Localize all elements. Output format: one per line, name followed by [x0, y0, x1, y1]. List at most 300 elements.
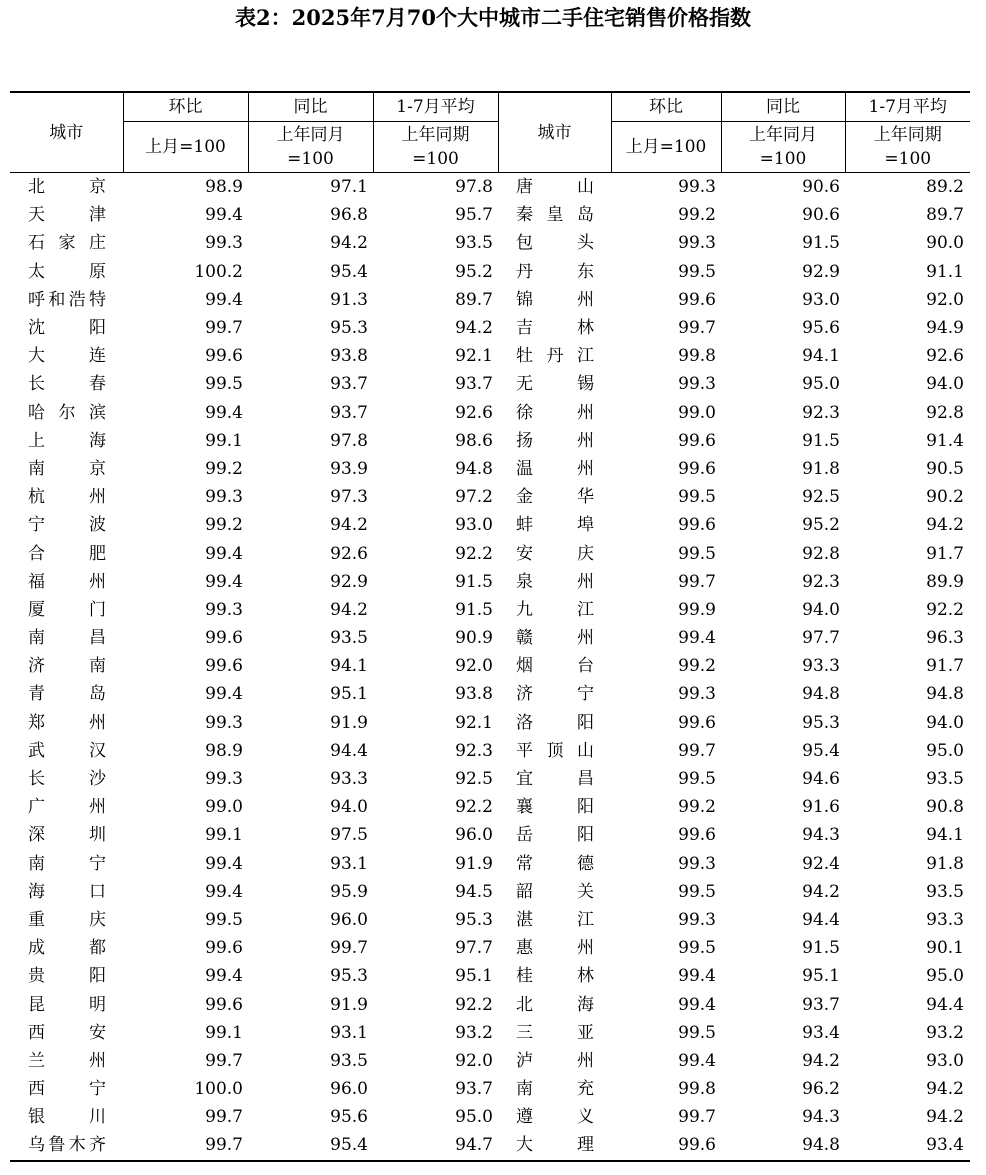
avg-value: 90.2	[926, 487, 964, 508]
mom-value: 99.5	[678, 1022, 716, 1043]
mom-value: 99.5	[678, 938, 716, 959]
city-name: 南 宁	[28, 853, 106, 874]
avg-value: 93.0	[926, 1050, 964, 1071]
yoy-value: 92.3	[802, 571, 840, 592]
avg-value: 94.4	[926, 994, 964, 1015]
yoy-value: 91.9	[330, 712, 368, 733]
avg-header: 1-7月平均	[845, 92, 970, 122]
city-cell	[498, 229, 611, 257]
city-cell	[10, 1047, 123, 1075]
avg-value: 94.5	[455, 881, 493, 902]
city-cell	[10, 1075, 123, 1103]
mom-value: 99.7	[123, 1131, 248, 1160]
yoy-value: 95.6	[802, 318, 840, 339]
table-row	[10, 427, 970, 455]
city-cell	[498, 399, 611, 427]
city-name: 无 锡	[516, 374, 594, 395]
avg-value: 96.0	[455, 825, 493, 846]
table-row	[10, 511, 970, 539]
mom-value: 99.6	[678, 430, 716, 451]
city-cell	[10, 258, 123, 286]
avg-value: 92.8	[926, 402, 964, 423]
yoy-value: 93.1	[330, 853, 368, 874]
mom-value: 99.2	[678, 656, 716, 677]
avg-value: 98.6	[455, 430, 493, 451]
city-cell	[498, 652, 611, 680]
yoy-value: 92.6	[330, 543, 368, 564]
city-cell	[10, 709, 123, 737]
yoy-value: 99.7	[330, 938, 368, 959]
mom-value: 99.4	[678, 1050, 716, 1071]
city-name: 湛 江	[516, 909, 594, 930]
city-name: 贵 阳	[28, 966, 106, 987]
avg-value: 95.0	[926, 740, 964, 761]
city-cell	[498, 737, 611, 765]
yoy-value: 93.1	[330, 1022, 368, 1043]
avg-value: 94.1	[926, 825, 964, 846]
city-cell	[10, 370, 123, 398]
city-name: 南 昌	[28, 628, 106, 649]
city-cell	[498, 511, 611, 539]
mom-value: 99.7	[205, 1050, 243, 1071]
city-name: 北 海	[516, 994, 594, 1015]
table-row	[10, 455, 970, 483]
city-name: 广 州	[28, 797, 106, 818]
city-name: 扬 州	[516, 430, 594, 451]
yoy-value: 93.0	[802, 289, 840, 310]
avg-value: 93.2	[455, 1022, 493, 1043]
avg-value: 95.3	[455, 909, 493, 930]
city-name: 西 安	[28, 1022, 106, 1043]
mom-value: 99.5	[205, 374, 243, 395]
avg-value: 97.8	[455, 177, 493, 198]
avg-value: 92.0	[926, 289, 964, 310]
city-name: 宁 波	[28, 515, 106, 536]
mom-value: 99.6	[205, 346, 243, 367]
city-name: 洛 阳	[516, 712, 594, 733]
city-cell	[10, 455, 123, 483]
city-cell	[498, 1047, 611, 1075]
avg-value: 92.5	[455, 769, 493, 790]
mom-value: 99.7	[678, 318, 716, 339]
mom-base-header: 上月=100	[123, 122, 248, 173]
mom-value: 99.6	[678, 515, 716, 536]
city-cell	[10, 201, 123, 229]
yoy-value: 95.1	[330, 684, 368, 705]
city-name: 牡 丹 江	[516, 346, 594, 367]
city-name: 海 口	[28, 881, 106, 902]
yoy-value: 92.5	[802, 487, 840, 508]
city-cell	[498, 962, 611, 990]
mom-value: 99.7	[678, 1107, 716, 1128]
table-row	[10, 1047, 970, 1075]
mom-value: 99.4	[205, 543, 243, 564]
city-name: 大 理	[516, 1135, 594, 1156]
avg-value: 92.6	[926, 346, 964, 367]
mom-value: 99.5	[678, 487, 716, 508]
yoy-value: 93.7	[330, 374, 368, 395]
yoy-value: 94.3	[802, 1107, 840, 1128]
yoy-value: 92.9	[802, 261, 840, 282]
city-name: 遵 义	[516, 1107, 594, 1128]
mom-value: 99.5	[678, 543, 716, 564]
mom-value: 98.9	[205, 740, 243, 761]
avg-value: 97.2	[455, 487, 493, 508]
table-row	[10, 652, 970, 680]
avg-base-header: 上年同期 =100	[845, 122, 970, 173]
avg-value: 91.5	[455, 571, 493, 592]
city-name: 上 海	[28, 430, 106, 451]
table-row	[10, 483, 970, 511]
mom-value: 99.3	[205, 599, 243, 620]
yoy-value: 97.7	[802, 628, 840, 649]
mom-value: 99.0	[205, 797, 243, 818]
city-name: 桂 林	[516, 966, 594, 987]
mom-value: 99.8	[678, 1079, 716, 1100]
table-row	[10, 258, 970, 286]
city-name: 泉 州	[516, 571, 594, 592]
avg-value: 91.5	[455, 599, 493, 620]
yoy-value: 94.4	[802, 909, 840, 930]
city-name: 西 宁	[28, 1079, 106, 1100]
yoy-value: 90.6	[802, 205, 840, 226]
yoy-value: 95.3	[330, 318, 368, 339]
avg-header: 1-7月平均	[373, 92, 498, 122]
mom-header: 环比	[123, 92, 248, 122]
table-row	[10, 370, 970, 398]
table-row	[10, 539, 970, 567]
city-name: 厦 门	[28, 599, 106, 620]
mom-value: 99.4	[678, 994, 716, 1015]
city-cell	[498, 906, 611, 934]
city-name: 北 京	[28, 177, 106, 198]
city-cell	[10, 1019, 123, 1047]
avg-value: 97.7	[455, 938, 493, 959]
city-name: 深 圳	[28, 825, 106, 846]
city-name: 平 顶 山	[516, 740, 594, 761]
yoy-value: 95.9	[330, 881, 368, 902]
mom-value: 99.6	[205, 628, 243, 649]
city-name: 金 华	[516, 487, 594, 508]
table-row	[10, 201, 970, 229]
mom-value: 99.0	[678, 402, 716, 423]
yoy-value: 97.1	[330, 177, 368, 198]
mom-value: 99.3	[205, 487, 243, 508]
city-cell	[10, 539, 123, 567]
city-name: 韶 关	[516, 881, 594, 902]
city-cell	[10, 399, 123, 427]
yoy-value: 94.3	[802, 825, 840, 846]
avg-value: 95.7	[455, 205, 493, 226]
city-header: 城市	[498, 92, 611, 173]
city-cell	[498, 709, 611, 737]
table-row	[10, 596, 970, 624]
avg-value: 92.2	[455, 797, 493, 818]
avg-value: 92.1	[455, 346, 493, 367]
city-name: 长 沙	[28, 769, 106, 790]
avg-value: 92.0	[455, 656, 493, 677]
avg-value: 93.5	[455, 233, 493, 254]
yoy-base-header: 上年同月 =100	[248, 122, 373, 173]
yoy-value: 92.4	[802, 853, 840, 874]
mom-header: 环比	[611, 92, 721, 122]
city-name: 呼 和 浩 特	[28, 289, 106, 310]
city-cell	[498, 173, 611, 202]
city-name: 丹 东	[516, 261, 594, 282]
city-name: 三 亚	[516, 1022, 594, 1043]
city-cell	[498, 878, 611, 906]
city-cell	[10, 314, 123, 342]
mom-value: 99.6	[678, 289, 716, 310]
city-name: 青 岛	[28, 684, 106, 705]
avg-value: 89.7	[455, 289, 493, 310]
city-name: 郑 州	[28, 712, 106, 733]
city-name: 哈 尔 滨	[28, 402, 106, 423]
mom-value: 99.6	[611, 1131, 721, 1160]
yoy-value: 94.2	[330, 233, 368, 254]
city-name: 大 连	[28, 346, 106, 367]
table-row	[10, 1131, 970, 1160]
mom-value: 99.4	[205, 853, 243, 874]
yoy-value: 90.6	[802, 177, 840, 198]
yoy-value: 94.8	[802, 684, 840, 705]
city-name: 南 京	[28, 458, 106, 479]
avg-value: 95.0	[926, 966, 964, 987]
avg-value: 90.5	[926, 458, 964, 479]
city-cell	[10, 962, 123, 990]
mom-value: 99.7	[205, 1107, 243, 1128]
city-cell	[10, 652, 123, 680]
avg-value: 94.2	[926, 1079, 964, 1100]
city-cell	[10, 596, 123, 624]
mom-value: 99.4	[205, 402, 243, 423]
city-name: 合 肥	[28, 543, 106, 564]
yoy-value: 91.8	[802, 458, 840, 479]
mom-value: 99.6	[205, 938, 243, 959]
city-cell	[498, 568, 611, 596]
city-name: 安 庆	[516, 543, 594, 564]
avg-value: 93.0	[455, 515, 493, 536]
city-cell	[10, 173, 123, 202]
mom-value: 98.9	[205, 177, 243, 198]
mom-value: 99.3	[678, 684, 716, 705]
mom-value: 99.3	[205, 769, 243, 790]
city-name: 兰 州	[28, 1050, 106, 1071]
city-cell	[498, 314, 611, 342]
mom-value: 99.4	[205, 881, 243, 902]
city-cell	[498, 370, 611, 398]
city-cell	[10, 990, 123, 1018]
mom-value: 99.4	[205, 289, 243, 310]
table-row	[10, 1103, 970, 1131]
table-row	[10, 962, 970, 990]
city-cell	[498, 596, 611, 624]
avg-value: 96.3	[926, 628, 964, 649]
avg-value: 92.0	[455, 1050, 493, 1071]
table-row	[10, 286, 970, 314]
mom-value: 99.9	[678, 599, 716, 620]
avg-value: 90.9	[455, 628, 493, 649]
city-name: 岳 阳	[516, 825, 594, 846]
avg-base-header: 上年同期 =100	[373, 122, 498, 173]
mom-value: 99.6	[678, 712, 716, 733]
yoy-value: 91.5	[802, 233, 840, 254]
avg-value: 94.9	[926, 318, 964, 339]
city-name: 乌 鲁 木 齐	[28, 1135, 106, 1156]
mom-value: 99.5	[678, 881, 716, 902]
yoy-value: 95.4	[802, 740, 840, 761]
avg-value: 93.2	[926, 1022, 964, 1043]
city-cell	[10, 1103, 123, 1131]
city-name: 成 都	[28, 938, 106, 959]
city-name: 泸 州	[516, 1050, 594, 1071]
avg-value: 91.4	[926, 430, 964, 451]
city-cell	[10, 821, 123, 849]
avg-value: 93.7	[455, 374, 493, 395]
table-row	[10, 934, 970, 962]
yoy-value: 93.5	[330, 1050, 368, 1071]
avg-value: 94.2	[926, 515, 964, 536]
table-row	[10, 314, 970, 342]
city-cell	[10, 624, 123, 652]
avg-value: 92.2	[455, 994, 493, 1015]
mom-value: 99.3	[678, 177, 716, 198]
yoy-value: 92.8	[802, 543, 840, 564]
yoy-value: 93.3	[330, 769, 368, 790]
mom-value: 99.6	[205, 656, 243, 677]
mom-value: 99.4	[678, 628, 716, 649]
yoy-value: 95.4	[248, 1131, 373, 1160]
mom-value: 99.2	[205, 515, 243, 536]
mom-value: 99.1	[205, 1022, 243, 1043]
avg-value: 94.2	[926, 1107, 964, 1128]
mom-value: 99.2	[678, 205, 716, 226]
yoy-value: 91.5	[802, 938, 840, 959]
city-cell	[10, 793, 123, 821]
yoy-value: 96.2	[802, 1079, 840, 1100]
mom-value: 99.4	[205, 966, 243, 987]
table-row	[10, 229, 970, 257]
mom-value: 99.1	[205, 825, 243, 846]
mom-value: 100.2	[194, 261, 243, 282]
yoy-value: 94.8	[721, 1131, 845, 1160]
table-row	[10, 765, 970, 793]
yoy-value: 96.8	[330, 205, 368, 226]
city-name: 太 原	[28, 261, 106, 282]
mom-value: 99.4	[205, 571, 243, 592]
table-row	[10, 342, 970, 370]
city-cell	[10, 427, 123, 455]
mom-value: 99.5	[678, 769, 716, 790]
city-cell	[498, 1075, 611, 1103]
city-cell	[10, 229, 123, 257]
table-body	[10, 173, 970, 1161]
table-row	[10, 1019, 970, 1047]
city-name: 烟 台	[516, 656, 594, 677]
table-title: 表2：2025年7月70个大中城市二手住宅销售价格指数	[235, 5, 751, 30]
table-row	[10, 878, 970, 906]
avg-value: 93.7	[455, 1079, 493, 1100]
yoy-value: 97.3	[330, 487, 368, 508]
city-name: 赣 州	[516, 628, 594, 649]
city-cell	[498, 680, 611, 708]
yoy-header: 同比	[721, 92, 845, 122]
city-cell	[10, 765, 123, 793]
avg-value: 91.8	[926, 853, 964, 874]
table-row	[10, 990, 970, 1018]
city-cell	[498, 624, 611, 652]
table-row	[10, 906, 970, 934]
yoy-value: 94.2	[802, 881, 840, 902]
yoy-base-header: 上年同月 =100	[721, 122, 845, 173]
avg-value: 89.7	[926, 205, 964, 226]
yoy-header: 同比	[248, 92, 373, 122]
city-name: 武 汉	[28, 740, 106, 761]
city-name: 温 州	[516, 458, 594, 479]
avg-value: 94.0	[926, 374, 964, 395]
table-row	[10, 399, 970, 427]
city-cell	[10, 1131, 123, 1160]
mom-value: 99.2	[205, 458, 243, 479]
city-cell	[498, 286, 611, 314]
yoy-value: 93.7	[330, 402, 368, 423]
city-cell	[10, 680, 123, 708]
city-cell	[498, 1103, 611, 1131]
city-cell	[498, 201, 611, 229]
mom-value: 99.5	[205, 909, 243, 930]
avg-value: 93.4	[845, 1131, 970, 1160]
yoy-value: 93.9	[330, 458, 368, 479]
mom-value: 99.3	[205, 233, 243, 254]
yoy-value: 92.9	[330, 571, 368, 592]
city-cell	[498, 821, 611, 849]
city-name: 南 充	[516, 1079, 594, 1100]
avg-value: 91.7	[926, 543, 964, 564]
yoy-value: 93.5	[330, 628, 368, 649]
yoy-value: 95.0	[802, 374, 840, 395]
mom-value: 99.7	[678, 571, 716, 592]
yoy-value: 95.6	[330, 1107, 368, 1128]
table-row	[10, 821, 970, 849]
avg-value: 95.0	[455, 1107, 493, 1128]
mom-base-header: 上月=100	[611, 122, 721, 173]
mom-value: 99.6	[678, 458, 716, 479]
table-row	[10, 793, 970, 821]
avg-value: 93.5	[926, 881, 964, 902]
avg-value: 89.2	[926, 177, 964, 198]
city-cell	[498, 483, 611, 511]
yoy-value: 91.5	[802, 430, 840, 451]
yoy-value: 93.4	[802, 1022, 840, 1043]
city-cell	[10, 511, 123, 539]
yoy-value: 95.1	[802, 966, 840, 987]
city-name: 天 津	[28, 205, 106, 226]
yoy-value: 94.2	[330, 515, 368, 536]
mom-value: 99.3	[678, 853, 716, 874]
avg-value: 92.2	[926, 599, 964, 620]
city-cell	[498, 455, 611, 483]
avg-value: 91.1	[926, 261, 964, 282]
city-cell	[10, 878, 123, 906]
yoy-value: 97.5	[330, 825, 368, 846]
city-cell	[10, 342, 123, 370]
city-name: 九 江	[516, 599, 594, 620]
city-name: 长 春	[28, 374, 106, 395]
city-cell	[498, 427, 611, 455]
yoy-value: 94.1	[802, 346, 840, 367]
table-row	[10, 680, 970, 708]
avg-value: 93.5	[926, 769, 964, 790]
